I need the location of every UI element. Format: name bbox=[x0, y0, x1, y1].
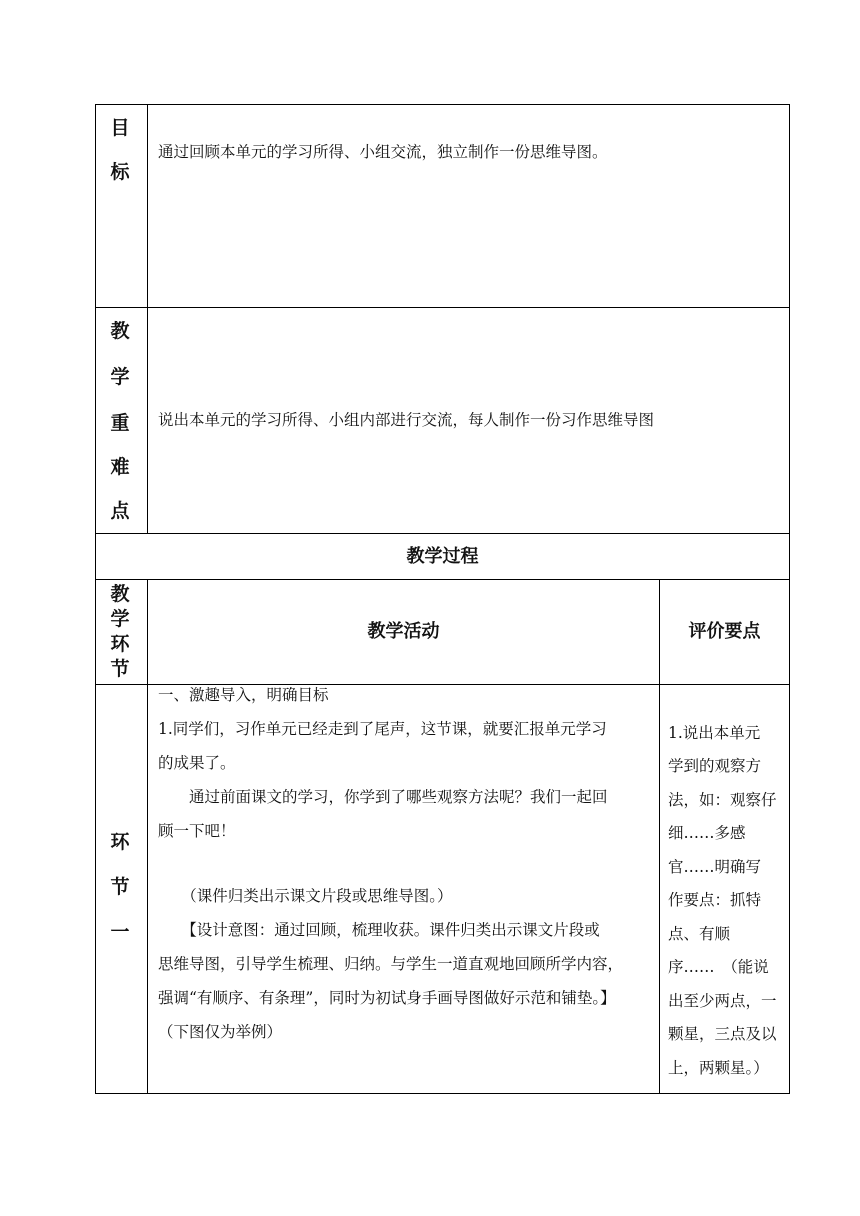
activity-line: 思维导图，引导学生梳理、归纳。与学生一道直观地回顾所学内容， bbox=[158, 955, 624, 973]
evaluation-line: 学到的观察方 bbox=[668, 757, 762, 775]
evaluation-line: 出至少两点，一 bbox=[668, 992, 777, 1010]
evaluation-line: 点、有顺 bbox=[668, 925, 731, 943]
stage-label-char: 一 bbox=[110, 921, 130, 943]
table-line bbox=[95, 579, 790, 580]
table-line bbox=[659, 579, 660, 1093]
activity-line: 强调“有顺序、有条理”，同时为初试身手画导图做好示范和铺垫。】 bbox=[158, 989, 616, 1007]
activity-line: （下图仅为举例） bbox=[158, 1023, 283, 1041]
evaluation-line: 上，两颗星。） bbox=[668, 1059, 769, 1077]
table-line bbox=[95, 307, 790, 308]
evaluation-line: 颗星，三点及以 bbox=[668, 1025, 777, 1043]
key-points-label-char: 难 bbox=[110, 456, 130, 478]
table-line bbox=[95, 104, 790, 105]
table-line bbox=[147, 579, 148, 1093]
table-line bbox=[789, 104, 790, 1094]
key-points-content: 说出本单元的学习所得、小组内部进行交流，每人制作一份习作思维导图 bbox=[158, 411, 655, 429]
table-line bbox=[95, 533, 790, 534]
activity-line: 顾一下吧！ bbox=[158, 822, 236, 840]
activity-line: （课件归类出示课文片段或思维导图。） bbox=[158, 887, 453, 905]
activity-line: 【设计意图：通过回顾，梳理收获。课件归类出示课文片段或 bbox=[158, 921, 600, 939]
stage-header-char: 学 bbox=[110, 608, 130, 630]
activity-line: 通过前面课文的学习，你学到了哪些观察方法呢？我们一起回 bbox=[158, 788, 608, 806]
stage-header-char: 节 bbox=[110, 658, 130, 680]
evaluation-line: 法，如：观察仔 bbox=[668, 791, 777, 809]
evaluation-line: 细……多感 bbox=[668, 824, 746, 842]
stage-header-char: 环 bbox=[110, 633, 130, 655]
goal-label-char: 标 bbox=[110, 161, 130, 183]
key-points-label-char: 重 bbox=[110, 412, 130, 434]
evaluation-column-header: 评价要点 bbox=[688, 621, 761, 642]
key-points-label-char: 学 bbox=[110, 366, 130, 388]
activity-column-header: 教学活动 bbox=[367, 621, 440, 642]
key-points-label-char: 点 bbox=[110, 500, 130, 522]
table-line bbox=[95, 1093, 790, 1094]
stage-header-char: 教 bbox=[110, 583, 130, 605]
key-points-label-char: 教 bbox=[110, 320, 130, 342]
goal-label-char: 目 bbox=[110, 117, 130, 139]
activity-line: 的成果了。 bbox=[158, 754, 236, 772]
table-line bbox=[147, 104, 148, 533]
goal-content: 通过回顾本单元的学习所得、小组交流，独立制作一份思维导图。 bbox=[158, 143, 608, 161]
activity-line: 一、激趣导入，明确目标 bbox=[158, 686, 329, 704]
stage-label-char: 节 bbox=[110, 876, 130, 898]
stage-label-char: 环 bbox=[110, 831, 130, 853]
evaluation-line: 官……明确写 bbox=[668, 858, 762, 876]
evaluation-line: 序…… （能说 bbox=[668, 958, 769, 976]
activity-line: 1.同学们，习作单元已经走到了尾声，这节课，就要汇报单元学习 bbox=[158, 720, 607, 738]
process-title: 教学过程 bbox=[406, 546, 479, 567]
evaluation-line: 1.说出本单元 bbox=[668, 724, 761, 742]
evaluation-line: 作要点：抓特 bbox=[668, 891, 762, 909]
